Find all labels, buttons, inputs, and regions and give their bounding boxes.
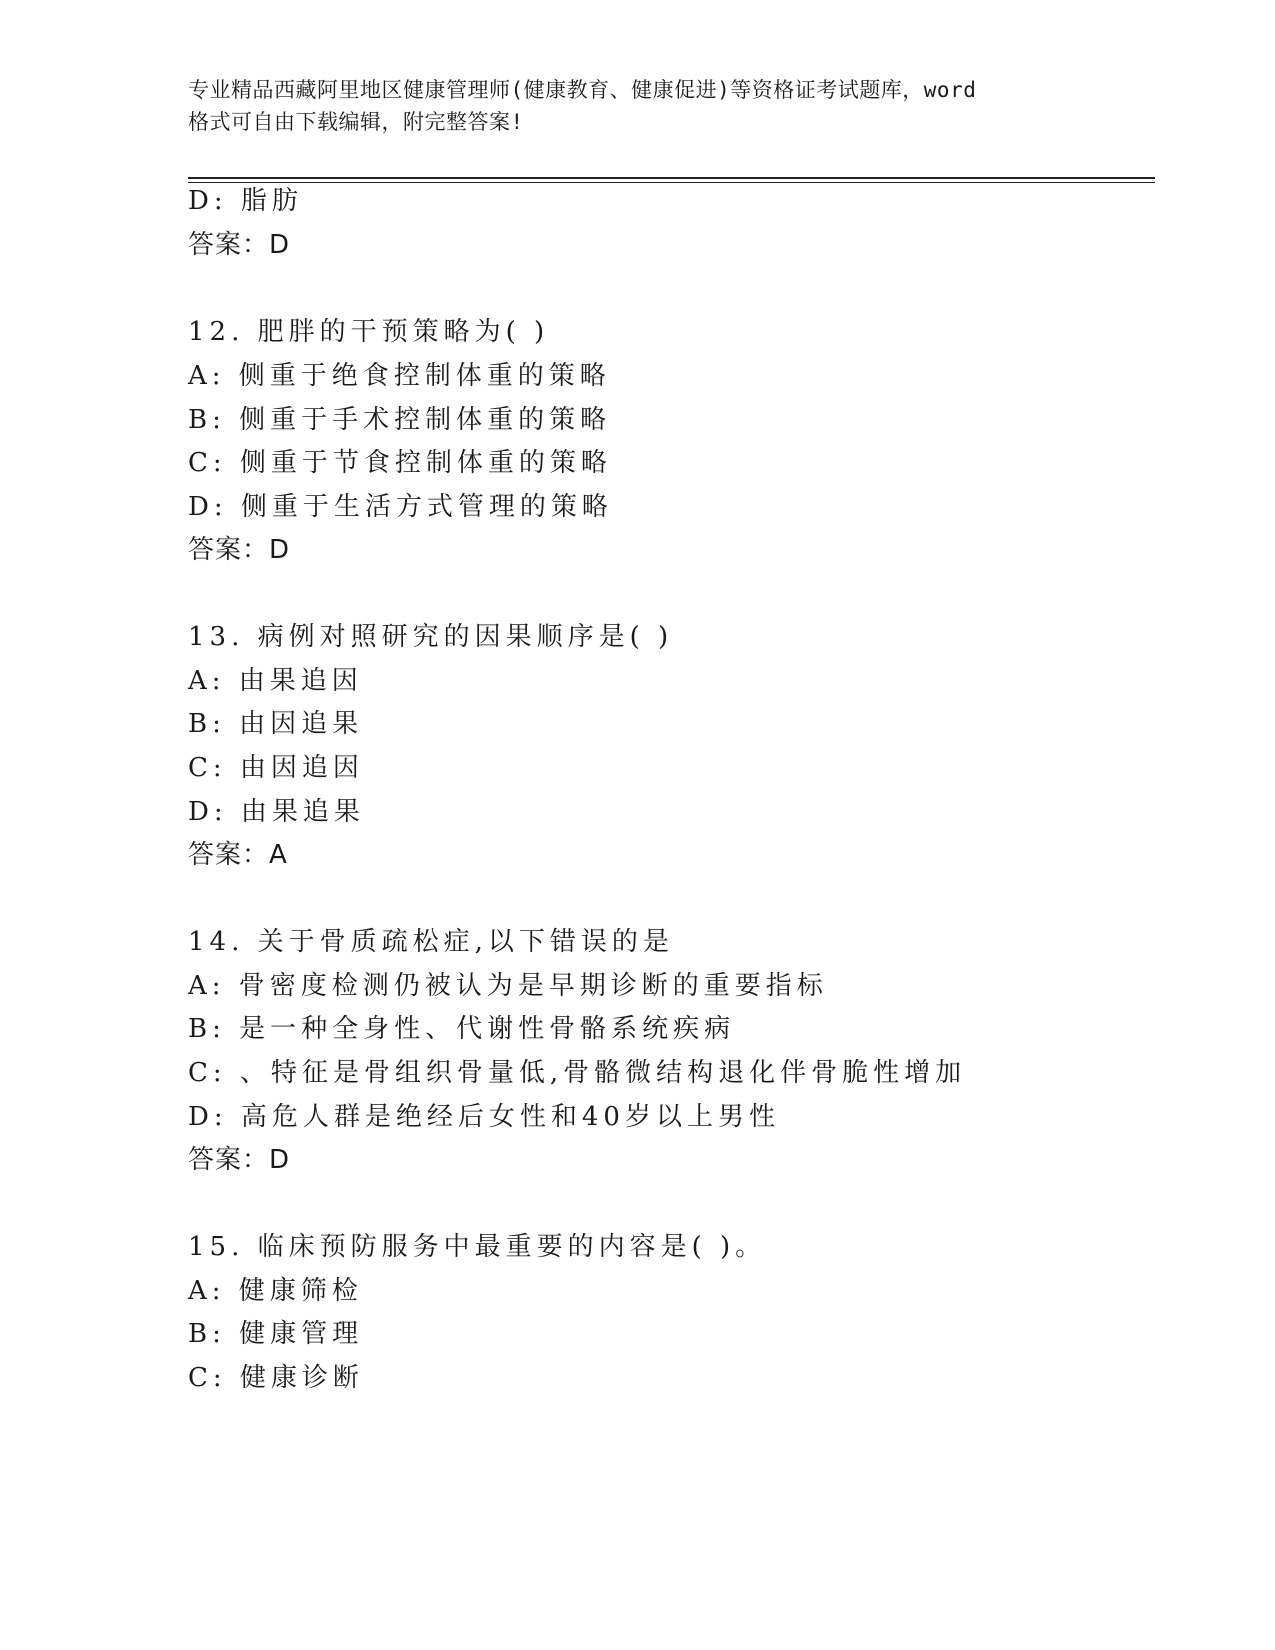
option-d-q11: D: 脂肪: [188, 186, 303, 216]
option-a-q14: A: 骨密度检测仍被认为是早期诊断的重要指标: [188, 971, 828, 1001]
question-13: 13. 病例对照研究的因果顺序是( ): [188, 622, 674, 652]
option-c-q12: C: 侧重于节食控制体重的策略: [188, 448, 612, 478]
header-line-2: 格式可自由下载编辑，附完整答案!: [188, 110, 524, 134]
answer-q12: 答案：D: [188, 535, 291, 565]
option-c-q15: C: 健康诊断: [188, 1363, 364, 1393]
answer-q11: 答案：D: [188, 230, 291, 260]
answer-q13: 答案：A: [188, 840, 288, 870]
option-a-q15: A: 健康筛检: [188, 1276, 363, 1306]
question-14: 14. 关于骨质疏松症,以下错误的是: [188, 927, 674, 957]
option-d-q13: D: 由果追果: [188, 797, 365, 827]
option-b-q13: B: 由因追果: [188, 709, 364, 739]
option-b-q12: B: 侧重于手术控制体重的策略: [188, 405, 612, 435]
option-d-q12: D: 侧重于生活方式管理的策略: [188, 492, 613, 522]
header-line-1: 专业精品西藏阿里地区健康管理师(健康教育、健康促进)等资格证考试题库，word: [188, 78, 977, 102]
option-b-q15: B: 健康管理: [188, 1319, 364, 1349]
option-d-q14: D: 高危人群是绝经后女性和40岁以上男性: [188, 1102, 780, 1132]
page-header: [188, 74, 1088, 138]
question-15: 15. 临床预防服务中最重要的内容是( )。: [188, 1232, 767, 1262]
header-rule-thick: [188, 177, 1155, 179]
answer-q14: 答案：D: [188, 1145, 291, 1175]
header-rule-thin: [188, 182, 1155, 183]
option-a-q13: A: 由果追因: [188, 666, 363, 696]
question-12: 12. 肥胖的干预策略为( ): [188, 317, 550, 347]
option-c-q13: C: 由因追因: [188, 753, 364, 783]
option-b-q14: B: 是一种全身性、代谢性骨骼系统疾病: [188, 1014, 736, 1044]
option-c-q14: C: 、特征是骨组织骨量低,骨骼微结构退化伴骨脆性增加: [188, 1058, 967, 1088]
option-a-q12: A: 侧重于绝食控制体重的策略: [188, 361, 611, 391]
